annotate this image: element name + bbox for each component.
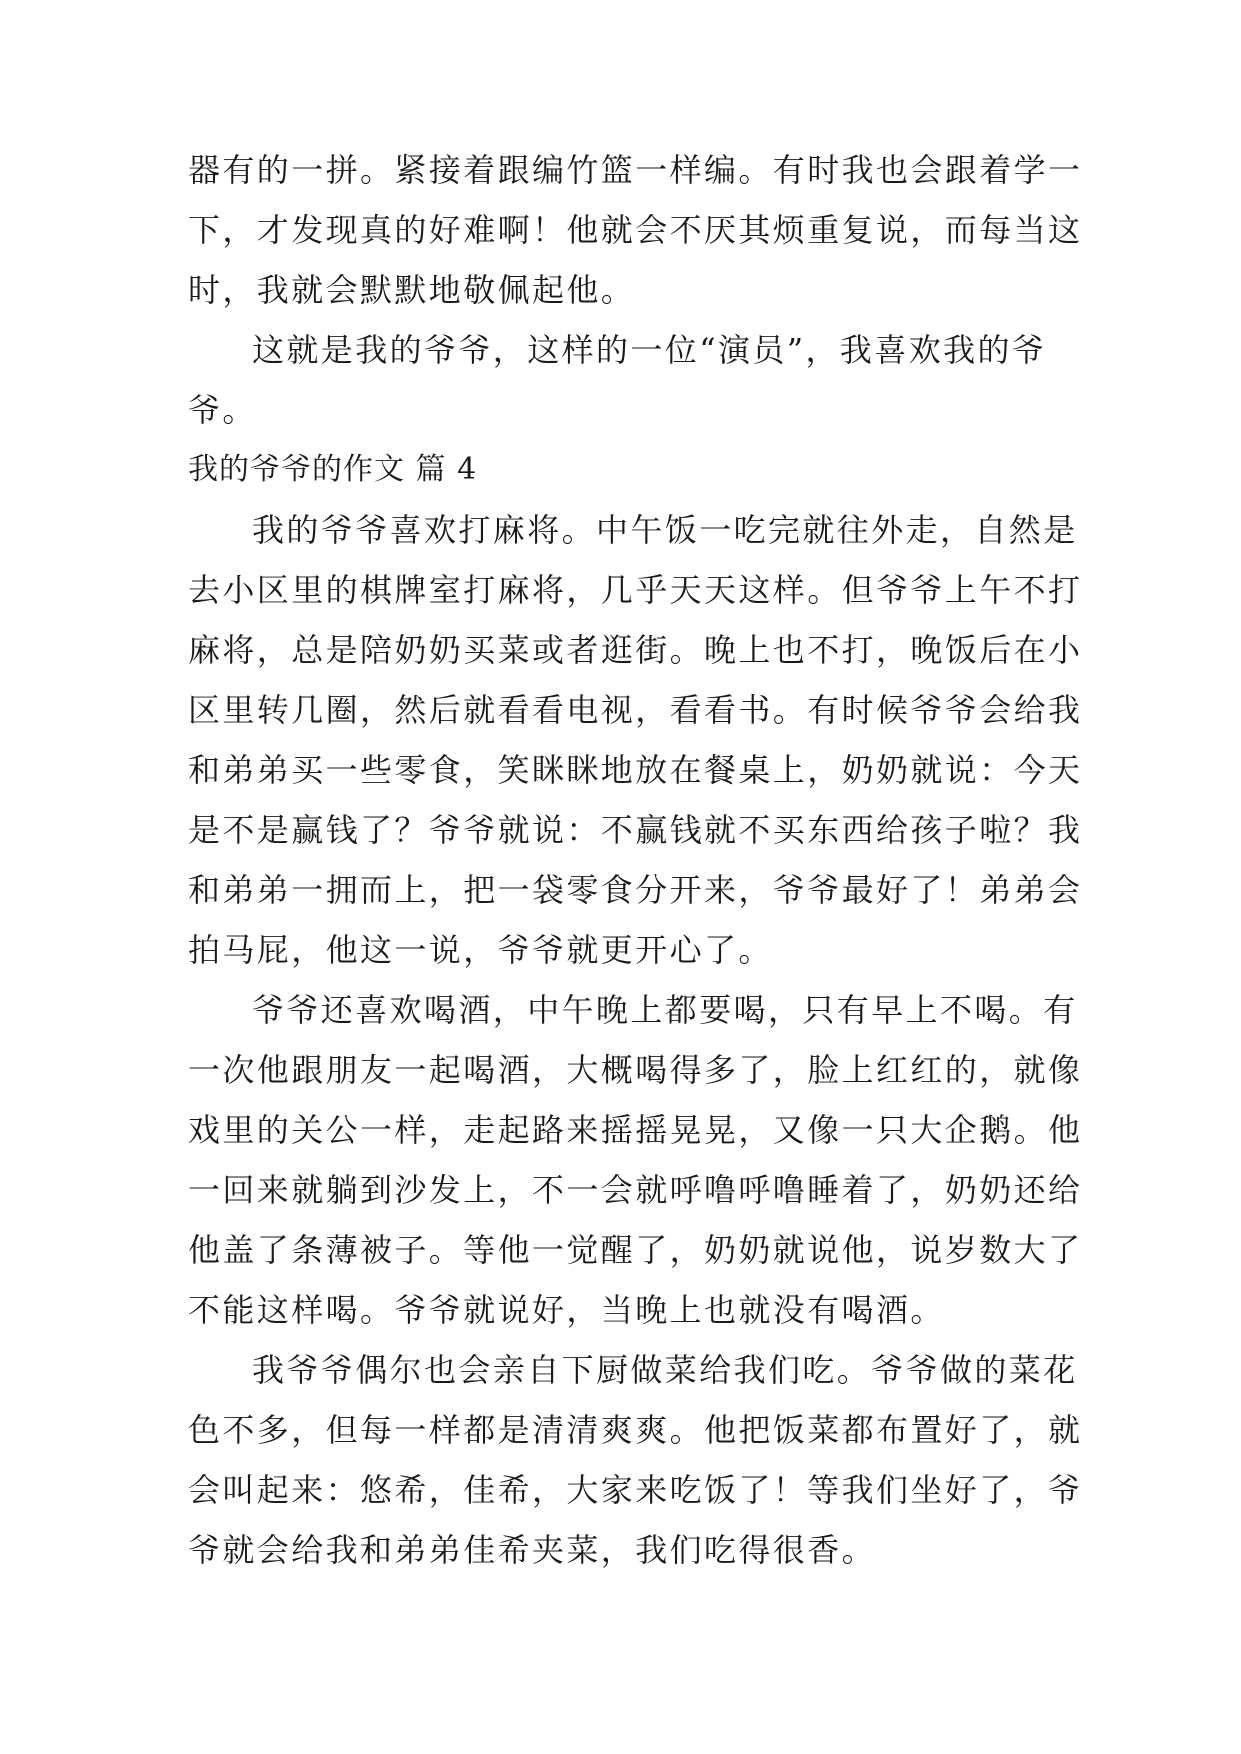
text-line: 会叫起来：悠希，佳希，大家来吃饭了！等我们坐好了，爷: [188, 1471, 1083, 1509]
text-line: 爷。: [188, 391, 257, 429]
text-line: 我爷爷偶尔也会亲自下厨做菜给我们吃。爷爷做的菜花: [252, 1351, 1078, 1389]
text-line: 麻将，总是陪奶奶买菜或者逛街。晚上也不打，晚饭后在小: [188, 631, 1083, 669]
text-line: 爷爷还喜欢喝酒，中午晚上都要喝，只有早上不喝。有: [252, 991, 1078, 1029]
text-line: 戏里的关公一样，走起路来摇摇晃晃，又像一只大企鹅。他: [188, 1111, 1083, 1149]
text-line: 和弟弟一拥而上，把一袋零食分开来，爷爷最好了！弟弟会: [188, 871, 1083, 909]
text-line: 这就是我的爷爷，这样的一位“演员”，我喜欢我的爷: [252, 331, 1047, 369]
text-line: 时，我就会默默地敬佩起他。: [188, 271, 636, 309]
text-line: 色不多，但每一样都是清清爽爽。他把饭菜都布置好了，就: [188, 1411, 1083, 1449]
paragraph-4: [188, 980, 1083, 1340]
text-line: 不能这样喝。爷爷就说好，当晚上也就没有喝酒。: [188, 1291, 945, 1329]
text-line: 是不是赢钱了？爷爷就说：不赢钱就不买东西给孩子啦？我: [188, 811, 1083, 849]
text-line: 他盖了条薄被子。等他一觉醒了，奶奶就说他，说岁数大了: [188, 1231, 1083, 1269]
text-line: 一次他跟朋友一起喝酒，大概喝得多了，脸上红红的，就像: [188, 1051, 1083, 1089]
section-heading: 我的爷爷的作文 篇 4: [188, 452, 478, 487]
paragraph-5: [188, 1340, 1083, 1580]
text-line: 爷就会给我和弟弟佳希夹菜，我们吃得很香。: [188, 1531, 877, 1569]
text-line: 我的爷爷喜欢打麻将。中午饭一吃完就往外走，自然是: [252, 511, 1078, 549]
text-line: 拍马屁，他这一说，爷爷就更开心了。: [188, 931, 773, 969]
text-line: 下，才发现真的好难啊！他就会不厌其烦重复说，而每当这: [188, 211, 1083, 249]
paragraph-1: [188, 140, 1083, 320]
text-line: 区里转几圈，然后就看看电视，看看书。有时候爷爷会给我: [188, 691, 1083, 729]
paragraph-3: [188, 500, 1083, 980]
document-page: [188, 140, 1083, 1580]
text-line: 去小区里的棋牌室打麻将，几乎天天这样。但爷爷上午不打: [188, 571, 1083, 609]
text-line: 一回来就躺到沙发上，不一会就呼噜呼噜睡着了，奶奶还给: [188, 1171, 1083, 1209]
text-line: 器有的一拼。紧接着跟编竹篮一样编。有时我也会跟着学一: [188, 151, 1083, 189]
text-line: 和弟弟买一些零食，笑眯眯地放在餐桌上，奶奶就说：今天: [188, 751, 1083, 789]
paragraph-2: [188, 320, 1054, 440]
